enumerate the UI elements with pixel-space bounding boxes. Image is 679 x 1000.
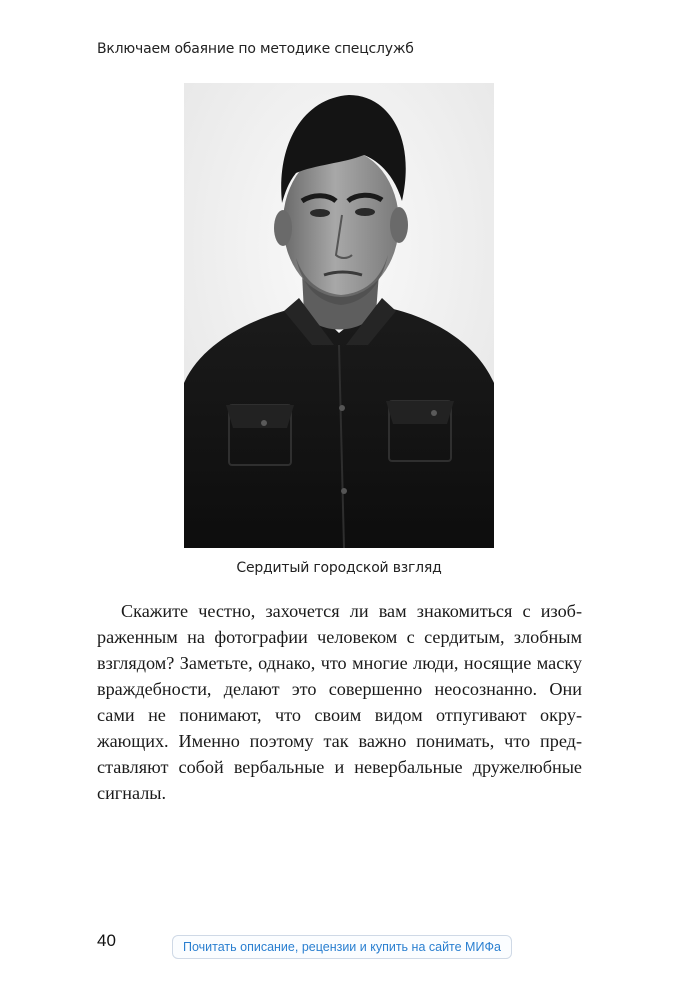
page-number: 40	[97, 931, 116, 950]
mif-store-link[interactable]: Почитать описание, рецензии и купить на сайте МИФа	[172, 935, 512, 959]
running-head: Включаем обаяние по методике спецслужб	[97, 41, 414, 57]
body-paragraph: Скажите честно, захочется ли вам знакомиться с изображенным на фотографии человеком с сердитым, злобным взглядом? Заметьте, однако, что многие люди, носящие маску враждебности, делают это совершенно неосознанно. Они сами не понимают, что своим видом отпугивают окружающих. Именно поэтому так важно понимать, что представляют собой вербальные и невербальные дружелюбные сигналы.	[97, 601, 582, 803]
portrait-photo	[184, 83, 494, 548]
figure-caption: Сердитый городской взгляд	[236, 560, 442, 576]
